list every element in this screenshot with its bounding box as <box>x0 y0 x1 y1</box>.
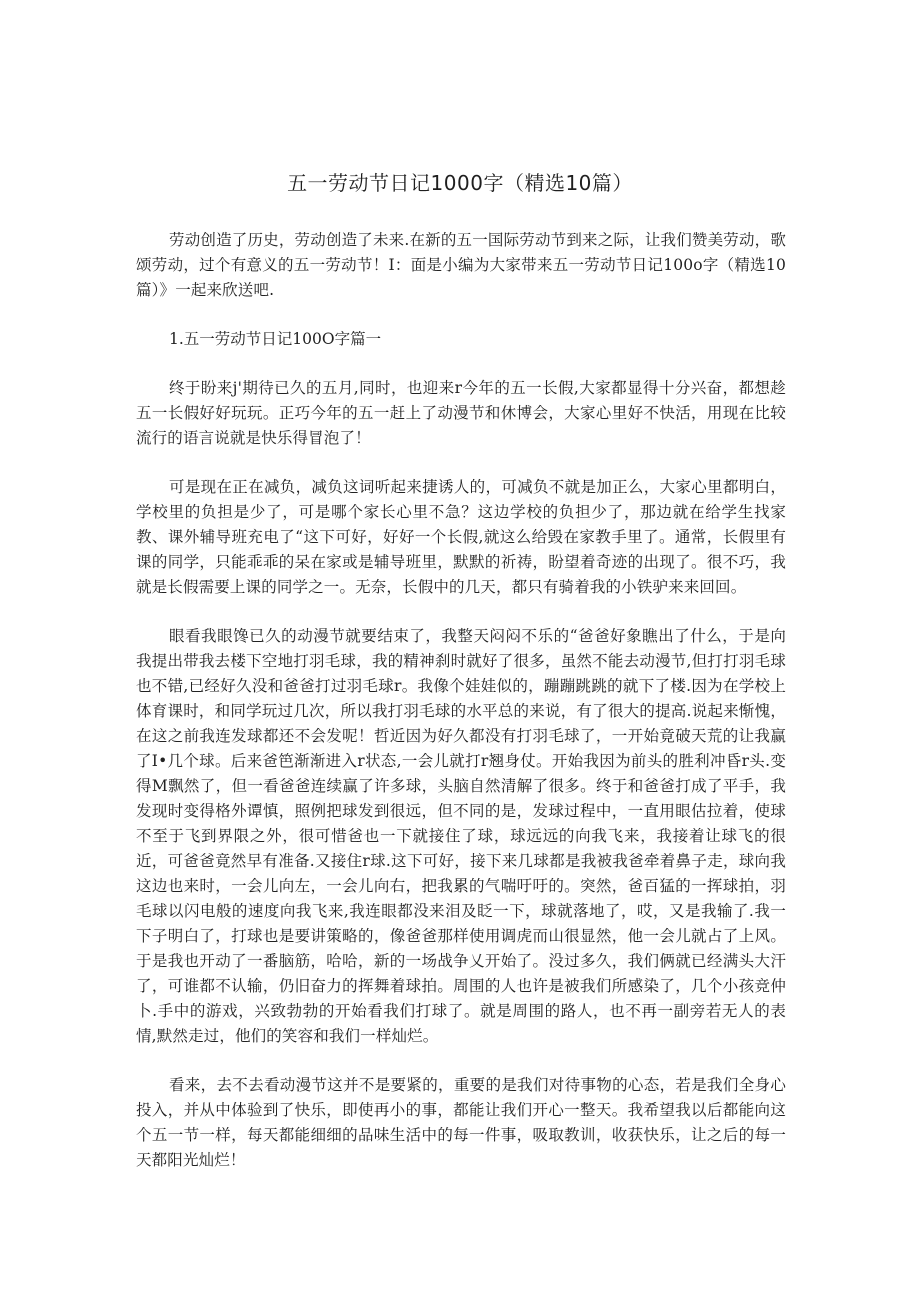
intro-paragraph: 劳动创造了历史，劳动创造了未来.在新的五一国际劳动节到来之际，让我们赞美劳动，歌颂劳动，过个有意义的五一劳动节！I：面是小编为大家带来五一劳动节日记100o字（精选10篇）》一起来欣送吧. <box>136 231 786 299</box>
body-paragraph-1: 终于盼来j'期待已久的五月,同时，也迎来r今年的五一长假,大家都显得十分兴奋，都想趁五一长假好好玩玩。正巧今年的五一赶上了动漫节和休博会，大家心里好不快活，用现在比较流行的语言说就是快乐得冒泡了！ <box>136 379 786 447</box>
body-paragraph-4: 看来，去不去看动漫节这并不是要紧的，重要的是我们对待事物的心态，若是我们全身心投入，并从中体验到了快乐，即使再小的事，都能让我们开心一整天。我希望我以后都能向这个五一节一样，每天都能细细的品味生活中的每一件事，吸取教训，收获快乐，让之后的每一天都阳光灿烂！ <box>136 1076 786 1169</box>
body-paragraph-2: 可是现在正在减负，减负这词听起来捷诱人的，可减负不就是加正么，大家心里都明白，学校里的负担是少了，可是哪个家长心里不急？这边学校的负担少了，那边就在给学生找家教、课外辅导班充电了“这下可好，好好一个长假,就这么给毁在家教手里了。通常，长假里有课的同学，只能乖乖的呆在家或是辅导班里，默默的祈祷，盼望着奇迹的出现了。很不巧，我就是长假需要上课的同学之一。无奈，长假中的几天，都只有骑着我的小铁驴来来回回。 <box>136 478 786 596</box>
section-heading: 1.五一劳动节日记100O字篇一 <box>169 330 382 348</box>
page-title: 五一劳动节日记1000字（精选10篇） <box>287 171 633 195</box>
body-paragraph-3: 眼看我眼馋已久的动漫节就要结束了，我整天闷闷不乐的“爸爸好象瞧出了什么，于是向我提出带我去楼下空地打羽毛球，我的精神刹时就好了很多，虽然不能去动漫节,但打打羽毛球也不错,已经好久没和爸爸打过羽毛球r。我像个娃娃似的，蹦蹦跳跳的就下了楼.因为在学校上体育课时，和同学玩过几次，所以我打羽毛球的水平总的来说，有了很大的提高.说起来惭愧，在这之前我连发球都还不会发呢！哲近因为好久都没有打羽毛球了，一开始竟破天荒的让我赢了I•几个球。后来爸笆渐渐进入r状态,一会儿就打r翘身仗。开始我因为前头的胜利冲昏r头.变得M飘然了，但一看爸爸连续赢了许多球，头脑自然清解了很多。终于和爸爸打成了平手，我发现时变得格外谭慎，照例把球发到很远，但不同的是，发球过程中，一直用眼估拉着，使球不至于飞到界限之外，很可惜爸也一下就接住了球，球远远的向我飞来，我接着让球飞的很近，可爸爸竟然早有准备.又接住r球.这下可好，接下来几球都是我被我爸牵着鼻子走，球向我这边也来时，一会儿向左，一会儿向右，把我累的气喘吁吁的。突然，爸百猛的一挥球拍，羽毛球以闪电般的速度向我飞来,我连眼都没来泪及眨一下，球就落地了，哎，又是我输了.我一下子明白了，打球也是要讲策略的，像爸爸那样使用调虎而山很显然，他一会儿就占了上风。于是我也开动了一番脑筋，哈哈，新的一场战争乂开始了。没过多久，我们俩就已经满头大汗了，可谁都不认输，仍旧奋力的挥舞着球拍。周围的人也许是被我们所感染了，几个小孩竞仲卜.手中的游戏，兴致勃勃的开始看我们打球了。就是周围的路人，也不再一副旁若无人的表情,默然走过，他们的笑容和我们一样灿烂。 <box>136 627 786 1045</box>
document-body <box>136 228 786 1197</box>
